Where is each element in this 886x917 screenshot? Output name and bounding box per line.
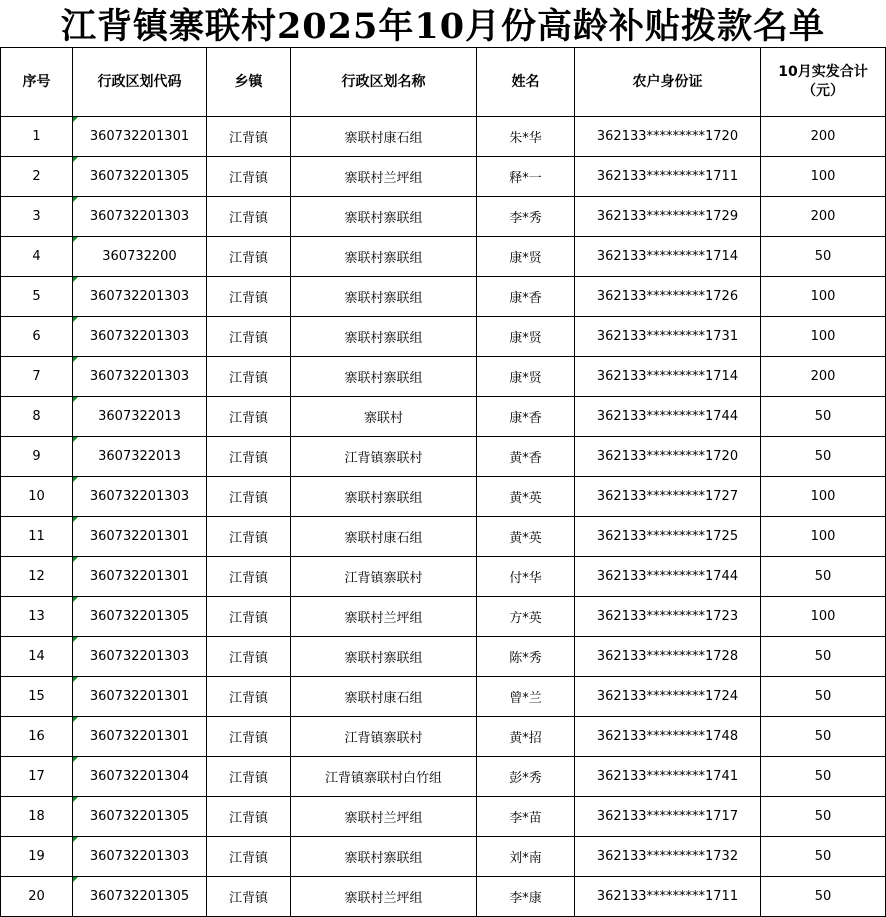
cell-admin-code: 360732201303: [73, 637, 207, 677]
cell-town: 江背镇: [207, 117, 291, 157]
cell-admin-name: 寨联村寨联组: [291, 197, 477, 237]
cell-amount: 50: [761, 397, 886, 437]
cell-amount: 50: [761, 797, 886, 837]
cell-admin-code: 360732201303: [73, 357, 207, 397]
cell-admin-name: 江背镇寨联村: [291, 717, 477, 757]
cell-id-card: 362133*********1724: [575, 677, 761, 717]
cell-name: 曾*兰: [477, 677, 575, 717]
cell-id-card: 362133*********1720: [575, 437, 761, 477]
cell-admin-code: 360732201304: [73, 757, 207, 797]
cell-town: 江背镇: [207, 197, 291, 237]
cell-serial: 7: [1, 357, 73, 397]
cell-amount: 50: [761, 557, 886, 597]
cell-id-card: 362133*********1741: [575, 757, 761, 797]
cell-id-card: 362133*********1723: [575, 597, 761, 637]
header-cell-admin-name: 行政区划名称: [291, 48, 477, 117]
cell-serial: 2: [1, 157, 73, 197]
cell-admin-name: 寨联村寨联组: [291, 357, 477, 397]
table-row: [1, 797, 886, 837]
cell-id-card: 362133*********1744: [575, 557, 761, 597]
cell-town: 江背镇: [207, 397, 291, 437]
cell-serial: 12: [1, 557, 73, 597]
cell-town: 江背镇: [207, 477, 291, 517]
header-cell-admin-code: 行政区划代码: [73, 48, 207, 117]
cell-amount: 200: [761, 357, 886, 397]
cell-admin-code: 360732201305: [73, 797, 207, 837]
cell-serial: 4: [1, 237, 73, 277]
cell-admin-code: 360732201301: [73, 717, 207, 757]
cell-town: 江背镇: [207, 237, 291, 277]
header-cell-town: 乡镇: [207, 48, 291, 117]
table-row: [1, 517, 886, 557]
table-row: [1, 357, 886, 397]
cell-name: 李*苗: [477, 797, 575, 837]
cell-amount: 100: [761, 277, 886, 317]
cell-admin-code: 360732201305: [73, 157, 207, 197]
cell-admin-name: 江背镇寨联村白竹组: [291, 757, 477, 797]
cell-amount: 200: [761, 197, 886, 237]
cell-amount: 100: [761, 477, 886, 517]
cell-admin-code: 360732201303: [73, 277, 207, 317]
cell-amount: 50: [761, 837, 886, 877]
cell-town: 江背镇: [207, 837, 291, 877]
table-row: [1, 317, 886, 357]
cell-admin-code: 360732201303: [73, 317, 207, 357]
cell-admin-code: 360732200: [73, 237, 207, 277]
cell-name: 释*一: [477, 157, 575, 197]
cell-admin-name: 寨联村寨联组: [291, 317, 477, 357]
cell-serial: 17: [1, 757, 73, 797]
cell-admin-code: 360732201301: [73, 677, 207, 717]
cell-amount: 50: [761, 757, 886, 797]
cell-town: 江背镇: [207, 877, 291, 917]
header-row: [1, 48, 886, 117]
table-row: [1, 637, 886, 677]
cell-admin-code: 360732201301: [73, 557, 207, 597]
cell-name: 黄*英: [477, 477, 575, 517]
cell-admin-code: 360732201305: [73, 877, 207, 917]
table-row: [1, 477, 886, 517]
cell-name: 李*秀: [477, 197, 575, 237]
cell-serial: 14: [1, 637, 73, 677]
table-row: [1, 437, 886, 477]
cell-serial: 3: [1, 197, 73, 237]
cell-town: 江背镇: [207, 637, 291, 677]
table-row: [1, 757, 886, 797]
cell-name: 付*华: [477, 557, 575, 597]
cell-admin-name: 寨联村兰坪组: [291, 597, 477, 637]
table-row: [1, 557, 886, 597]
cell-id-card: 362133*********1728: [575, 637, 761, 677]
cell-serial: 18: [1, 797, 73, 837]
table-row: [1, 277, 886, 317]
cell-town: 江背镇: [207, 557, 291, 597]
cell-id-card: 362133*********1731: [575, 317, 761, 357]
cell-name: 黄*香: [477, 437, 575, 477]
cell-admin-name: 寨联村寨联组: [291, 637, 477, 677]
cell-amount: 50: [761, 237, 886, 277]
cell-amount: 200: [761, 117, 886, 157]
cell-town: 江背镇: [207, 597, 291, 637]
cell-admin-code: 3607322013: [73, 397, 207, 437]
cell-amount: 100: [761, 517, 886, 557]
cell-serial: 1: [1, 117, 73, 157]
cell-name: 李*康: [477, 877, 575, 917]
cell-amount: 100: [761, 597, 886, 637]
cell-id-card: 362133*********1711: [575, 157, 761, 197]
cell-name: 朱*华: [477, 117, 575, 157]
cell-name: 康*香: [477, 277, 575, 317]
cell-serial: 16: [1, 717, 73, 757]
cell-town: 江背镇: [207, 717, 291, 757]
table-row: [1, 717, 886, 757]
cell-amount: 50: [761, 717, 886, 757]
table-row: [1, 197, 886, 237]
cell-town: 江背镇: [207, 317, 291, 357]
cell-name: 彭*秀: [477, 757, 575, 797]
cell-town: 江背镇: [207, 757, 291, 797]
cell-serial: 19: [1, 837, 73, 877]
cell-serial: 11: [1, 517, 73, 557]
cell-town: 江背镇: [207, 677, 291, 717]
cell-admin-name: 寨联村寨联组: [291, 277, 477, 317]
cell-admin-code: 3607322013: [73, 437, 207, 477]
cell-id-card: 362133*********1748: [575, 717, 761, 757]
cell-admin-name: 江背镇寨联村: [291, 557, 477, 597]
cell-admin-name: 江背镇寨联村: [291, 437, 477, 477]
cell-admin-code: 360732201303: [73, 837, 207, 877]
cell-town: 江背镇: [207, 357, 291, 397]
cell-admin-code: 360732201301: [73, 117, 207, 157]
cell-name: 刘*南: [477, 837, 575, 877]
table-row: [1, 677, 886, 717]
cell-admin-name: 寨联村寨联组: [291, 837, 477, 877]
cell-amount: 50: [761, 877, 886, 917]
header-cell-name: 姓名: [477, 48, 575, 117]
table-row: [1, 397, 886, 437]
cell-admin-name: 寨联村寨联组: [291, 237, 477, 277]
cell-name: 康*香: [477, 397, 575, 437]
cell-serial: 6: [1, 317, 73, 357]
cell-serial: 8: [1, 397, 73, 437]
cell-admin-name: 寨联村兰坪组: [291, 797, 477, 837]
table-row: [1, 237, 886, 277]
subsidy-table: [0, 47, 886, 917]
cell-admin-name: 寨联村康石组: [291, 117, 477, 157]
header-cell-id-card: 农户身份证: [575, 48, 761, 117]
cell-serial: 9: [1, 437, 73, 477]
cell-amount: 50: [761, 437, 886, 477]
cell-id-card: 362133*********1720: [575, 117, 761, 157]
cell-id-card: 362133*********1732: [575, 837, 761, 877]
cell-admin-code: 360732201301: [73, 517, 207, 557]
cell-id-card: 362133*********1714: [575, 237, 761, 277]
cell-serial: 13: [1, 597, 73, 637]
cell-town: 江背镇: [207, 277, 291, 317]
cell-name: 方*英: [477, 597, 575, 637]
table-row: [1, 597, 886, 637]
cell-id-card: 362133*********1711: [575, 877, 761, 917]
cell-serial: 20: [1, 877, 73, 917]
cell-admin-name: 寨联村兰坪组: [291, 157, 477, 197]
cell-id-card: 362133*********1729: [575, 197, 761, 237]
cell-town: 江背镇: [207, 797, 291, 837]
cell-admin-name: 寨联村康石组: [291, 677, 477, 717]
cell-admin-name: 寨联村兰坪组: [291, 877, 477, 917]
cell-name: 陈*秀: [477, 637, 575, 677]
table-row: [1, 157, 886, 197]
cell-id-card: 362133*********1744: [575, 397, 761, 437]
cell-id-card: 362133*********1726: [575, 277, 761, 317]
cell-admin-name: 寨联村康石组: [291, 517, 477, 557]
cell-admin-name: 寨联村寨联组: [291, 477, 477, 517]
cell-id-card: 362133*********1714: [575, 357, 761, 397]
cell-town: 江背镇: [207, 157, 291, 197]
cell-admin-code: 360732201305: [73, 597, 207, 637]
table-row: [1, 837, 886, 877]
table-row: [1, 117, 886, 157]
cell-name: 康*贤: [477, 317, 575, 357]
table-row: [1, 877, 886, 917]
cell-name: 康*贤: [477, 237, 575, 277]
cell-name: 黄*英: [477, 517, 575, 557]
cell-town: 江背镇: [207, 517, 291, 557]
cell-admin-code: 360732201303: [73, 477, 207, 517]
cell-admin-name: 寨联村: [291, 397, 477, 437]
cell-amount: 50: [761, 637, 886, 677]
cell-id-card: 362133*********1725: [575, 517, 761, 557]
cell-id-card: 362133*********1727: [575, 477, 761, 517]
header-cell-amount: 10月实发合计（元）: [761, 48, 886, 117]
cell-amount: 50: [761, 677, 886, 717]
cell-serial: 5: [1, 277, 73, 317]
cell-serial: 15: [1, 677, 73, 717]
cell-admin-code: 360732201303: [73, 197, 207, 237]
cell-amount: 100: [761, 317, 886, 357]
cell-town: 江背镇: [207, 437, 291, 477]
cell-id-card: 362133*********1717: [575, 797, 761, 837]
cell-name: 黄*招: [477, 717, 575, 757]
header-cell-serial: 序号: [1, 48, 73, 117]
cell-name: 康*贤: [477, 357, 575, 397]
document-title: 江背镇寨联村2025年10月份高龄补贴拨款名单: [60, 5, 826, 47]
cell-amount: 100: [761, 157, 886, 197]
cell-serial: 10: [1, 477, 73, 517]
